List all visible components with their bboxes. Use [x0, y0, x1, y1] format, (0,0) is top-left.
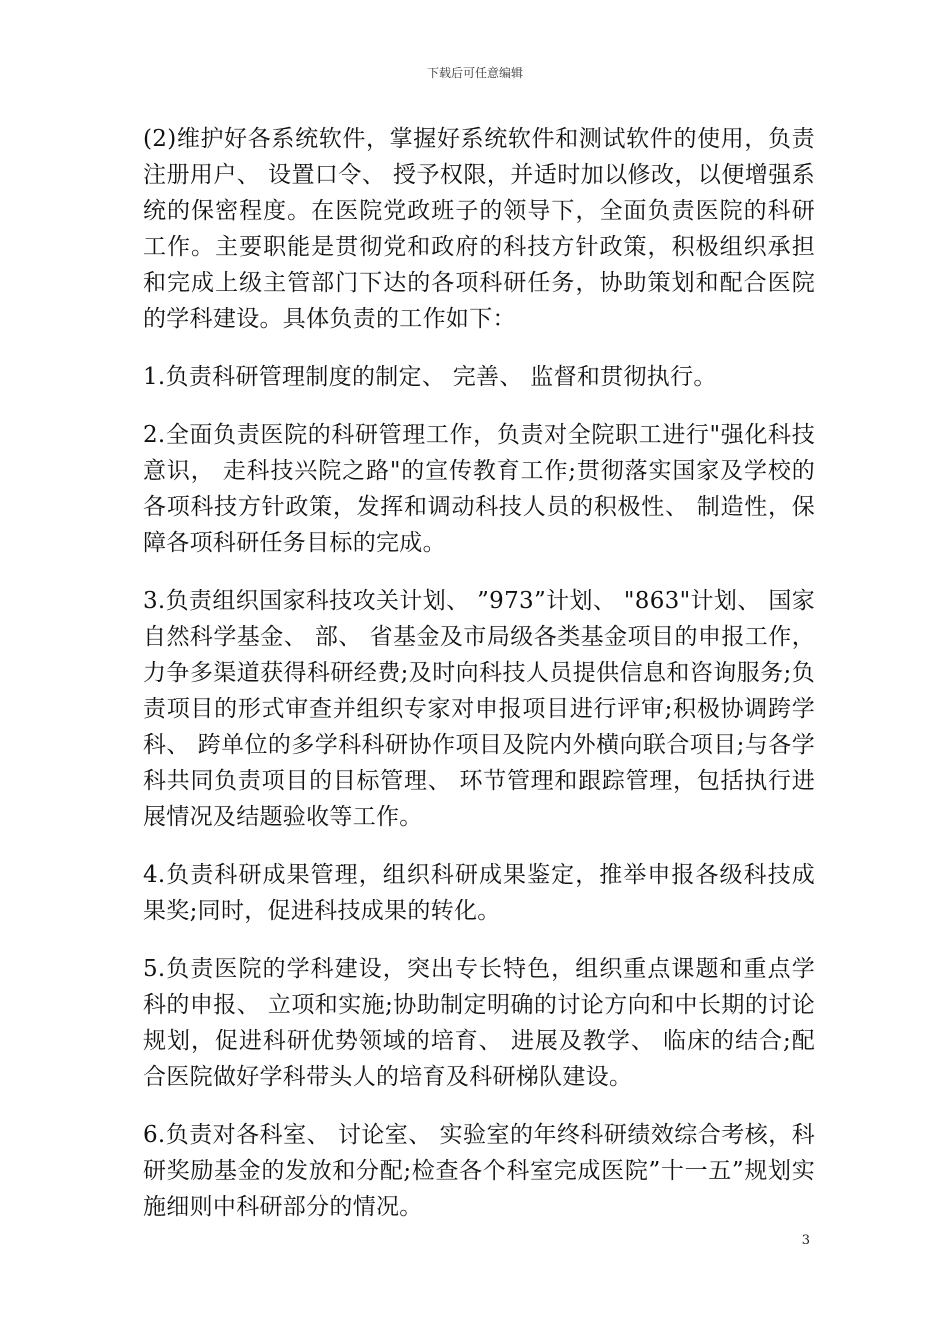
- document-body: [143, 121, 815, 1247]
- paragraph-item-4: 4.负责科研成果管理，组织科研成果鉴定，推举申报各级科技成果奖;同时，促进科技成果的转化。: [143, 862, 815, 924]
- paragraph-item-2: 2.全面负责医院的科研管理工作，负责对全院职工进行"强化科技意识， 走科技兴院之路"的宣传教育工作;贯彻落实国家及学校的各项科技方针政策，发挥和调动科技人员的积极性、 制造性，保障各项科研任务目标的完成。: [143, 422, 815, 556]
- paragraph-intro: (2)维护好各系统软件，掌握好系统软件和测试软件的使用，负责注册用户、 设置口令、 授予权限，并适时加以修改，以便增强系统的保密程度。在医院党政班子的领导下，全面负责医院的科研工作。主要职能是贯彻党和政府的科技方针政策，积极组织承担和完成上级主管部门下达的各项科研任务，协助策划和配合医院的学科建设。具体负责的工作如下：: [143, 126, 815, 332]
- page-number: 3: [801, 1233, 810, 1248]
- paragraph-item-6: 6.负责对各科室、 讨论室、 实验室的年终科研绩效综合考核，科研奖励基金的发放和分配;检查各个科室完成医院”十一五”规划实施细则中科研部分的情况。: [143, 1122, 815, 1220]
- paragraph-item-1: 1.负责科研管理制度的制定、 完善、 监督和贯彻执行。: [143, 364, 717, 390]
- paragraph-item-3: 3.负责组织国家科技攻关计划、 ”973”计划、 "863"计划、 国家自然科学基金、 部、 省基金及市局级各类基金项目的申报工作，力争多渠道获得科研经费;及时向科技人员提供信息和咨询服务;负责项目的形式审查并组织专家对申报项目进行评审;积极协调跨学科、 跨单位的多学科科研协作项目及院内外横向联合项目;与各学科共同负责项目的目标管理、 环节管理和跟踪管理，包括执行进展情况及结题验收等工作。: [143, 588, 815, 830]
- paragraph-item-5: 5.负责医院的学科建设，突出专长特色，组织重点课题和重点学科的申报、 立项和实施;协助制定明确的讨论方向和中长期的讨论规划，促进科研优势领域的培育、 进展及教学、 临床的结合;配合医院做好学科带头人的培育及科研梯队建设。: [143, 956, 815, 1090]
- page-header: 下载后可任意编辑: [426, 66, 523, 80]
